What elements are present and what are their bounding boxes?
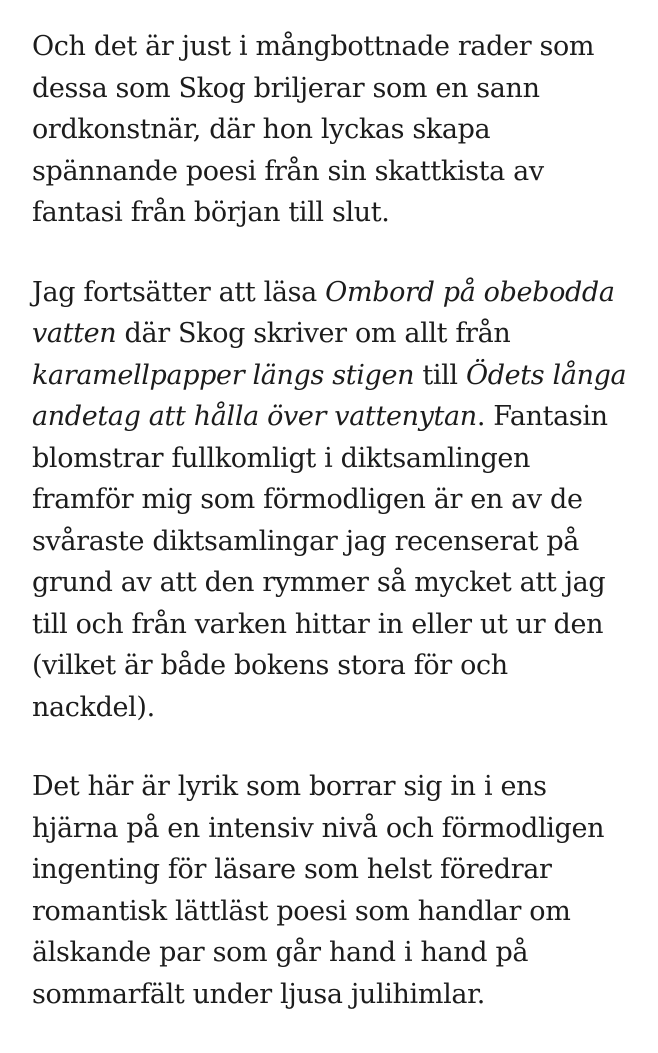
article-body (32, 26, 632, 1053)
paragraph-1 (32, 26, 632, 234)
paragraph-2 (32, 272, 632, 729)
text-segment: Jag fortsätter att läsa (32, 276, 326, 308)
paragraph-3 (32, 766, 632, 1015)
quote-italic: Ödets långa andetag att hålla över vattenytan (32, 359, 627, 432)
text-segment: där Skog skriver om allt från (116, 318, 511, 349)
text-segment: till (414, 359, 466, 391)
quote-italic: karamellpapper längs stigen (32, 359, 415, 391)
text-segment: Det här är lyrik som borrar sig in i ens hjärna på en intensiv nivå och förmodligen ingenting för läsare som helst föredrar romantisk lättläst poesi som handlar om älskande par som går hand i hand på sommarfält under ljusa julihimlar. (32, 771, 605, 1010)
text-segment: . Fantasin blomstrar fullkomligt i diktsamlingen framför mig som förmodligen är en av de svåraste diktsamlingar jag recenserat på grund av att den rymmer så mycket att jag till och från varken hittar in eller ut ur den (vilket är både bokens stora för och nackdel). (32, 401, 608, 723)
text-segment: Och det är just i mångbottnade rader som dessa som Skog briljerar som en sann ordkonstnär, där hon lyckas skapa spännande poesi från sin skattkista av fantasi från början till slut. (32, 31, 595, 228)
book-title-italic: Ombord på obebodda vatten (32, 276, 615, 349)
